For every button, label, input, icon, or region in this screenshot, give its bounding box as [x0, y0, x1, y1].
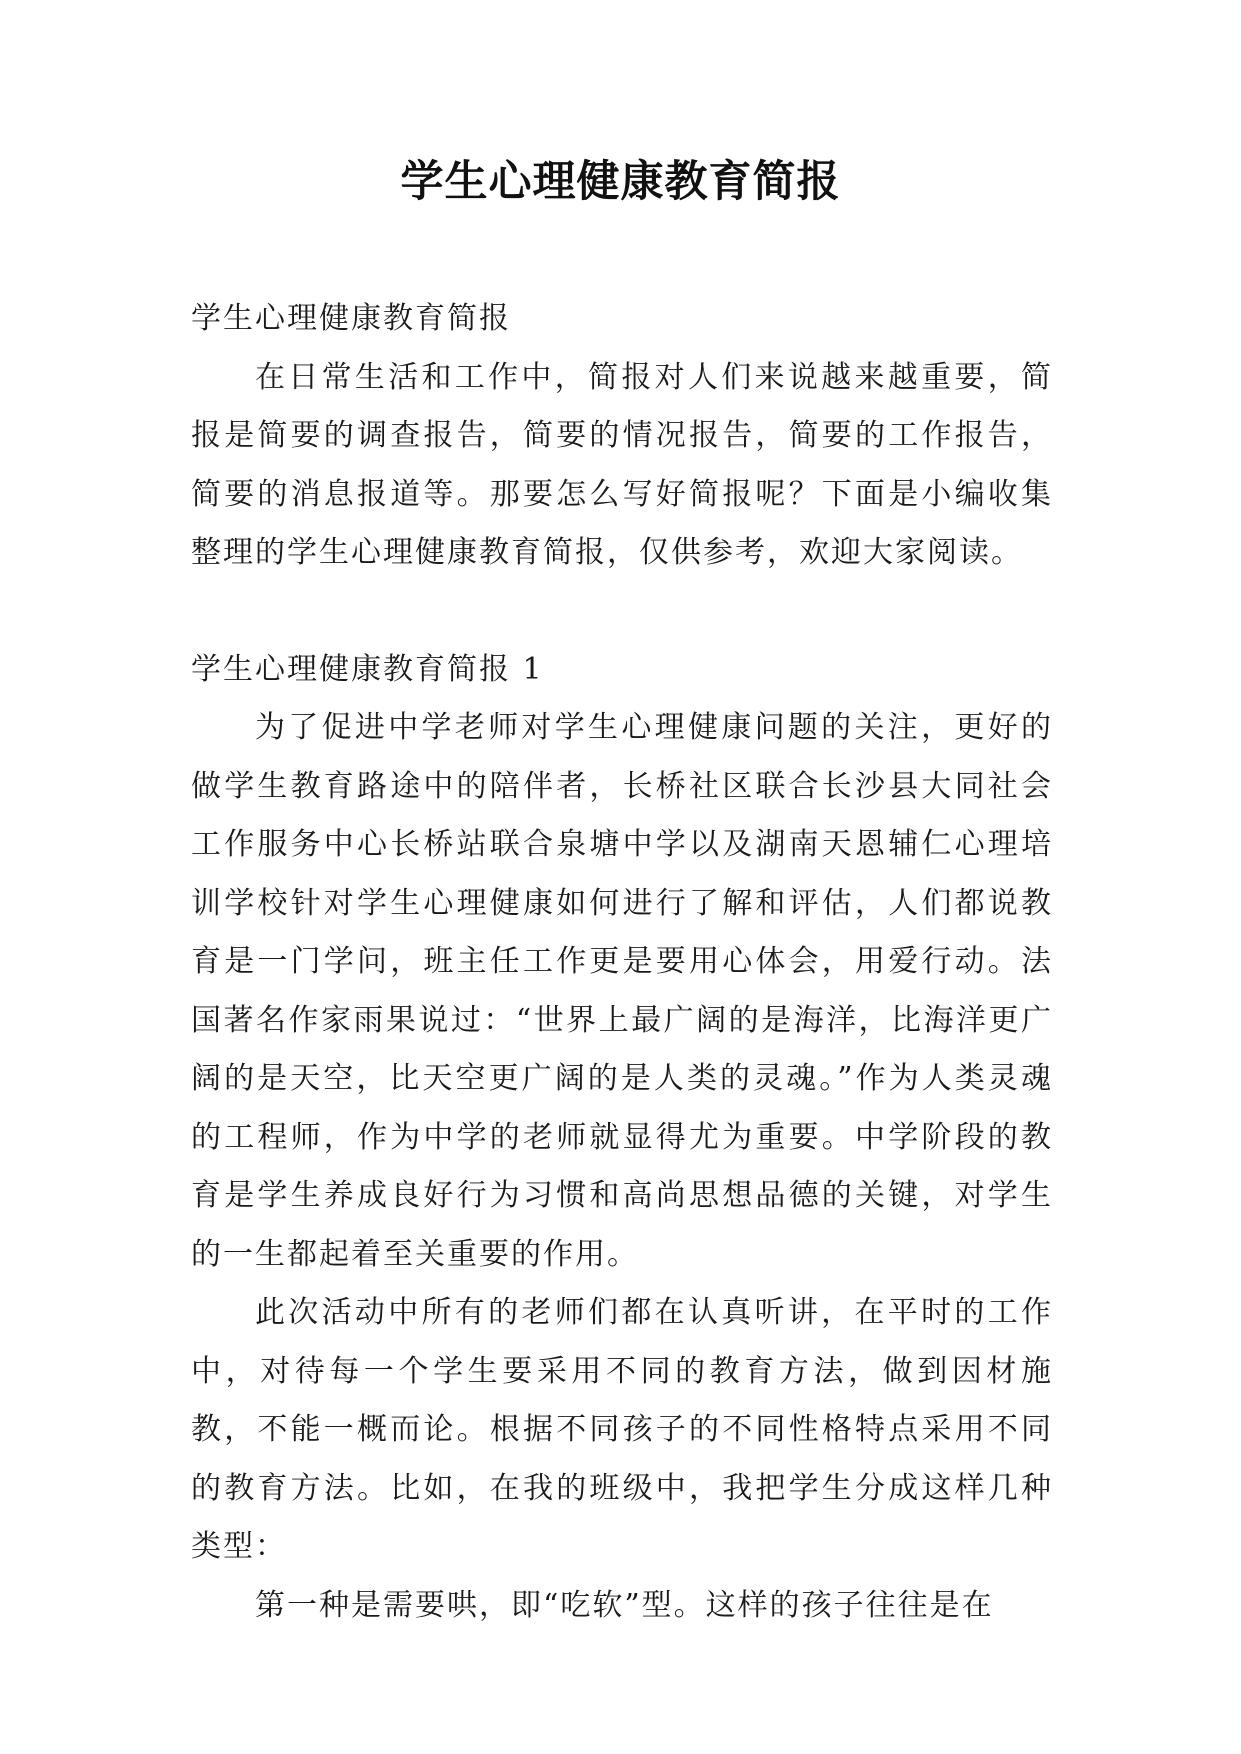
document-subtitle: 学生心理健康教育简报 — [191, 301, 511, 336]
body-paragraph: 第一种是需要哄，即“吃软”型。这样的孩子往往是在 — [255, 1587, 994, 1623]
section-heading: 学生心理健康教育简报 1 — [191, 651, 544, 687]
paragraph-spacer — [191, 583, 1053, 641]
body-paragraph: 为了促进中学老师对学生心理健康问题的关注，更好的做学生教育路途中的陪伴者，长桥社区联合长沙县大同社会工作服务中心长桥站联合泉塘中学以及湖南天恩辅仁心理培训学校针对学生心理健康如何进行了解和评估，人们都说教育是一门学问，班主任工作更是要用心体会，用爱行动。法国著名作家雨果说过：“世界上最广阔的是海洋，比海洋更广阔的是天空，比天空更广阔的是人类的灵魂。”作为人类灵魂的工程师，作为中学的老师就显得尤为重要。中学阶段的教育是学生养成良好行为习惯和高尚思想品德的关键，对学生的一生都起着至关重要的作用。 — [191, 710, 1053, 1272]
document-title: 学生心理健康教育简报 — [400, 157, 841, 207]
document-body — [191, 290, 1053, 1635]
intro-paragraph: 在日常生活和工作中，简报对人们来说越来越重要，简报是简要的调查报告，简要的情况报告，简要的工作报告，简要的消息报道等。那要怎么写好简报呢？下面是小编收集整理的学生心理健康教育简报，仅供参考，欢迎大家阅读。 — [191, 359, 1053, 570]
body-paragraph: 此次活动中所有的老师们都在认真听讲，在平时的工作中，对待每一个学生要采用不同的教育方法，做到因材施教，不能一概而论。根据不同孩子的不同性格特点采用不同的教育方法。比如，在我的班级中，我把学生分成这样几种类型： — [191, 1295, 1053, 1564]
